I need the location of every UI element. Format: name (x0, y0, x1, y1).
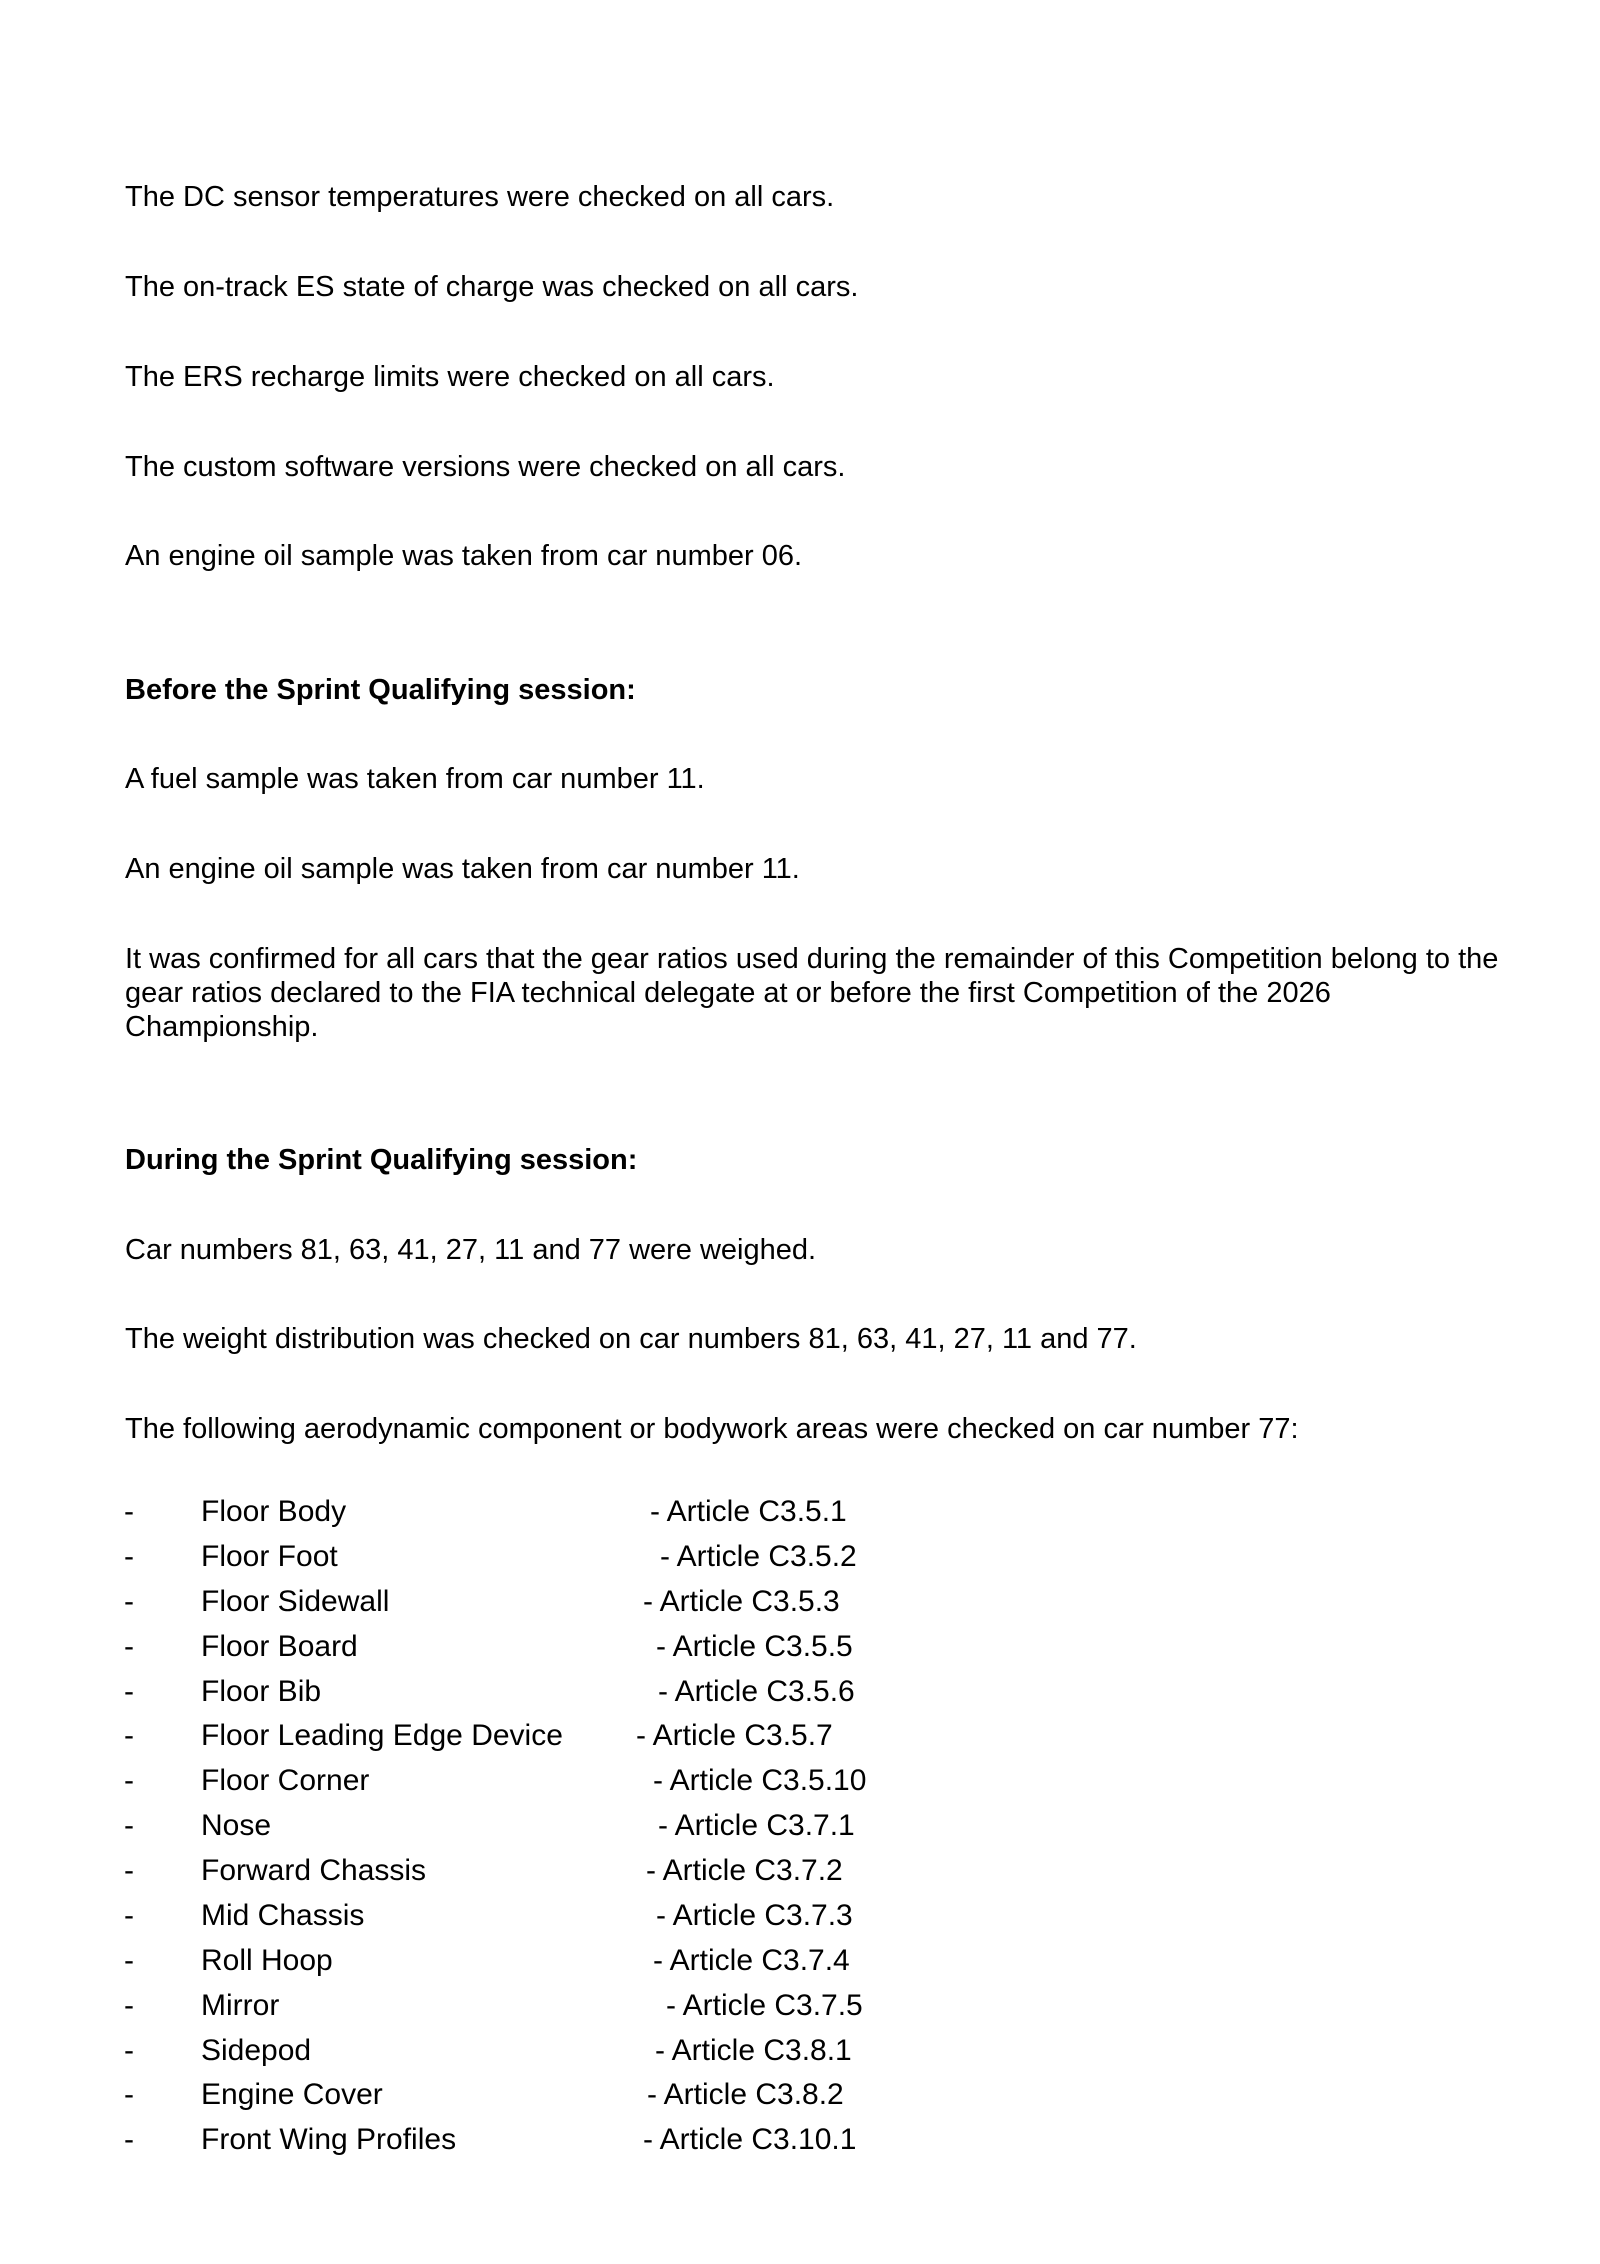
list-item (0, 1759, 1600, 1803)
component-name: Floor Leading Edge Device (201, 1719, 563, 1752)
list-dash: - (124, 1764, 134, 1797)
list-dash: - (124, 1495, 134, 1528)
list-dash: - (124, 2123, 134, 2156)
list-item (0, 1670, 1600, 1714)
heading-during-sprint-qualifying: During the Sprint Qualifying session: (125, 1144, 638, 1176)
article-reference: - Article C3.5.2 (660, 1540, 857, 1573)
article-reference: - Article C3.5.5 (656, 1630, 853, 1663)
list-dash: - (124, 1719, 134, 1752)
text-engine-oil-06: An engine oil sample was taken from car number 06. (125, 540, 803, 572)
list-item (0, 1804, 1600, 1848)
article-reference: - Article C3.7.1 (658, 1809, 855, 1842)
article-reference: - Article C3.7.3 (656, 1899, 853, 1932)
component-name: Floor Foot (201, 1540, 338, 1573)
component-name: Floor Bib (201, 1675, 322, 1708)
article-reference: - Article C3.7.5 (666, 1989, 863, 2022)
article-reference: - Article C3.10.1 (643, 2123, 857, 2156)
list-item (0, 1984, 1600, 2028)
component-name: Roll Hoop (201, 1944, 333, 1977)
component-name: Floor Corner (201, 1764, 370, 1797)
component-name: Engine Cover (201, 2078, 383, 2111)
text-weight-distribution: The weight distribution was checked on car numbers 81, 63, 41, 27, 11 and 77. (125, 1323, 1137, 1355)
list-item (0, 1625, 1600, 1669)
list-item (0, 1714, 1600, 1758)
list-item (0, 1939, 1600, 1983)
text-ers-recharge: The ERS recharge limits were checked on all cars. (125, 361, 775, 393)
component-name: Floor Body (201, 1495, 347, 1528)
list-dash: - (124, 1989, 134, 2022)
text-gear-ratios: It was confirmed for all cars that the gear ratios used during the remainder of this Competition belong to the gear ratios declared to the FIA technical delegate at or before the first Competition of the 2026 Championship. (125, 943, 1499, 1043)
article-reference: - Article C3.7.4 (653, 1944, 850, 1977)
text-engine-oil-11: An engine oil sample was taken from car number 11. (125, 853, 800, 885)
text-fuel-sample-11: A fuel sample was taken from car number 11. (125, 763, 705, 795)
article-reference: - Article C3.8.2 (647, 2078, 844, 2111)
article-reference: - Article C3.7.2 (646, 1854, 843, 1887)
text-custom-software: The custom software versions were checked on all cars. (125, 451, 846, 483)
list-dash: - (124, 1630, 134, 1663)
component-name: Floor Sidewall (201, 1585, 390, 1618)
article-reference: - Article C3.5.3 (643, 1585, 840, 1618)
list-dash: - (124, 1585, 134, 1618)
list-item (0, 2029, 1600, 2073)
text-cars-weighed: Car numbers 81, 63, 41, 27, 11 and 77 were weighed. (125, 1234, 817, 1266)
article-reference: - Article C3.5.1 (650, 1495, 847, 1528)
list-item (0, 2073, 1600, 2117)
component-name: Sidepod (201, 2034, 312, 2067)
list-dash: - (124, 2034, 134, 2067)
text-dc-sensor: The DC sensor temperatures were checked on all cars. (125, 181, 835, 213)
heading-before-sprint-qualifying: Before the Sprint Qualifying session: (125, 674, 636, 706)
list-dash: - (124, 1675, 134, 1708)
list-item (0, 1535, 1600, 1579)
article-reference: - Article C3.5.6 (658, 1675, 855, 1708)
list-dash: - (124, 1540, 134, 1573)
list-item (0, 1849, 1600, 1893)
list-dash: - (124, 2078, 134, 2111)
list-item (0, 1490, 1600, 1534)
component-name: Mirror (201, 1989, 280, 2022)
component-name: Floor Board (201, 1630, 358, 1663)
text-aero-components-intro: The following aerodynamic component or bodywork areas were checked on car number 77: (125, 1413, 1299, 1445)
text-es-state-of-charge: The on-track ES state of charge was checked on all cars. (125, 271, 859, 303)
list-item (0, 1894, 1600, 1938)
component-name: Forward Chassis (201, 1854, 427, 1887)
component-name: Mid Chassis (201, 1899, 365, 1932)
article-reference: - Article C3.8.1 (655, 2034, 852, 2067)
list-item (0, 1580, 1600, 1624)
article-reference: - Article C3.5.10 (653, 1764, 867, 1797)
list-item (0, 2118, 1600, 2162)
component-name: Front Wing Profiles (201, 2123, 457, 2156)
list-dash: - (124, 1854, 134, 1887)
list-dash: - (124, 1944, 134, 1977)
article-reference: - Article C3.5.7 (636, 1719, 833, 1752)
component-name: Nose (201, 1809, 272, 1842)
list-dash: - (124, 1899, 134, 1932)
list-dash: - (124, 1809, 134, 1842)
